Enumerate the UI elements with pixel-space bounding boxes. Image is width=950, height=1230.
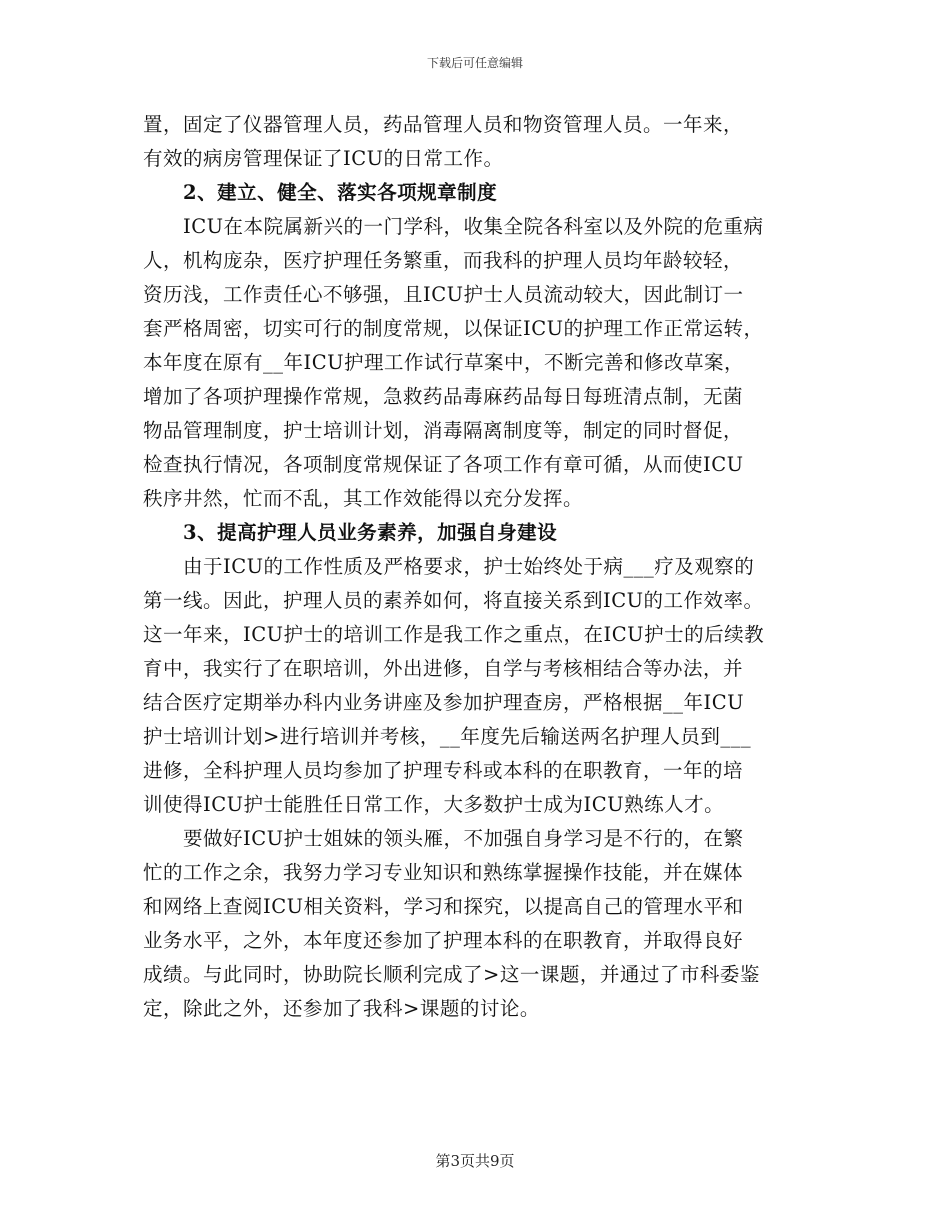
paragraph-line: 育中，我实行了在职培训，外出进修，自学与考核相结合等办法，并 bbox=[143, 657, 744, 680]
paragraph-line: 物品管理制度，护士培训计划，消毒隔离制度等，制定的同时督促， bbox=[143, 419, 744, 442]
paragraph-line: 第一线。因此，护理人员的素养如何，将直接关系到ICU的工作效率。 bbox=[143, 589, 764, 612]
document-body bbox=[143, 108, 813, 1026]
paragraph-line: 套严格周密，切实可行的制度常规，以保证ICU的护理工作正常运转， bbox=[143, 317, 764, 340]
paragraph-line: 由于ICU的工作性质及严格要求，护士始终处于病___疗及观察的 bbox=[183, 555, 755, 578]
section-heading: 2、建立、健全、落实各项规章制度 bbox=[183, 181, 498, 204]
paragraph-line: 成绩。与此同时，协助院长顺利完成了>这一课题，并通过了市科委鉴 bbox=[143, 963, 760, 986]
paragraph-line: 业务水平，之外，本年度还参加了护理本科的在职教育，并取得良好 bbox=[143, 929, 744, 952]
paragraph-line: 忙的工作之余，我努力学习专业知识和熟练掌握操作技能，并在媒体 bbox=[143, 861, 744, 884]
paragraph-line: 检查执行情况，各项制度常规保证了各项工作有章可循，从而使ICU bbox=[143, 453, 744, 476]
paragraph-line: 结合医疗定期举办科内业务讲座及参加护理查房，严格根据__年ICU bbox=[143, 691, 745, 714]
paragraph-line: ICU在本院属新兴的一门学科，收集全院各科室以及外院的危重病 bbox=[183, 215, 764, 238]
paragraph-line: 这一年来，ICU护士的培训工作是我工作之重点，在ICU护士的后续教 bbox=[143, 623, 765, 646]
paragraph-line: 增加了各项护理操作常规，急救药品毒麻药品每日每班清点制，无菌 bbox=[143, 385, 744, 408]
paragraph-line: 训使得ICU护士能胜任日常工作，大多数护士成为ICU熟练人才。 bbox=[143, 793, 725, 816]
paragraph-line: 进修，全科护理人员均参加了护理专科或本科的在职教育，一年的培 bbox=[143, 759, 744, 782]
paragraph-line: 有效的病房管理保证了ICU的日常工作。 bbox=[143, 147, 504, 170]
paragraph-line: 置，固定了仪器管理人员，药品管理人员和物资管理人员。一年来， bbox=[143, 113, 744, 136]
page-number: 第3页共9页 bbox=[435, 1152, 515, 1170]
paragraph-line: 人，机构庞杂，医疗护理任务繁重，而我科的护理人员均年龄较轻， bbox=[143, 249, 744, 272]
paragraph-line: 秩序井然，忙而不乱，其工作效能得以充分发挥。 bbox=[143, 487, 584, 510]
page-header: 下载后可任意编辑 bbox=[426, 56, 523, 70]
paragraph-line: 要做好ICU护士姐妹的领头雁，不加强自身学习是不行的，在繁 bbox=[183, 827, 744, 850]
paragraph-line: 和网络上查阅ICU相关资料，学习和探究，以提高自己的管理水平和 bbox=[143, 895, 744, 918]
paragraph-line: 定，除此之外，还参加了我科>课题的讨论。 bbox=[143, 997, 540, 1020]
paragraph-line: 护士培训计划>进行培训并考核，__年度先后输送两名护理人员到___ bbox=[143, 725, 752, 748]
section-heading: 3、提高护理人员业务素养，加强自身建设 bbox=[183, 521, 558, 544]
paragraph-line: 资历浅，工作责任心不够强，且ICU护士人员流动较大，因此制订一 bbox=[143, 283, 744, 306]
paragraph-line: 本年度在原有__年ICU护理工作试行草案中，不断完善和修改草案， bbox=[143, 351, 745, 374]
